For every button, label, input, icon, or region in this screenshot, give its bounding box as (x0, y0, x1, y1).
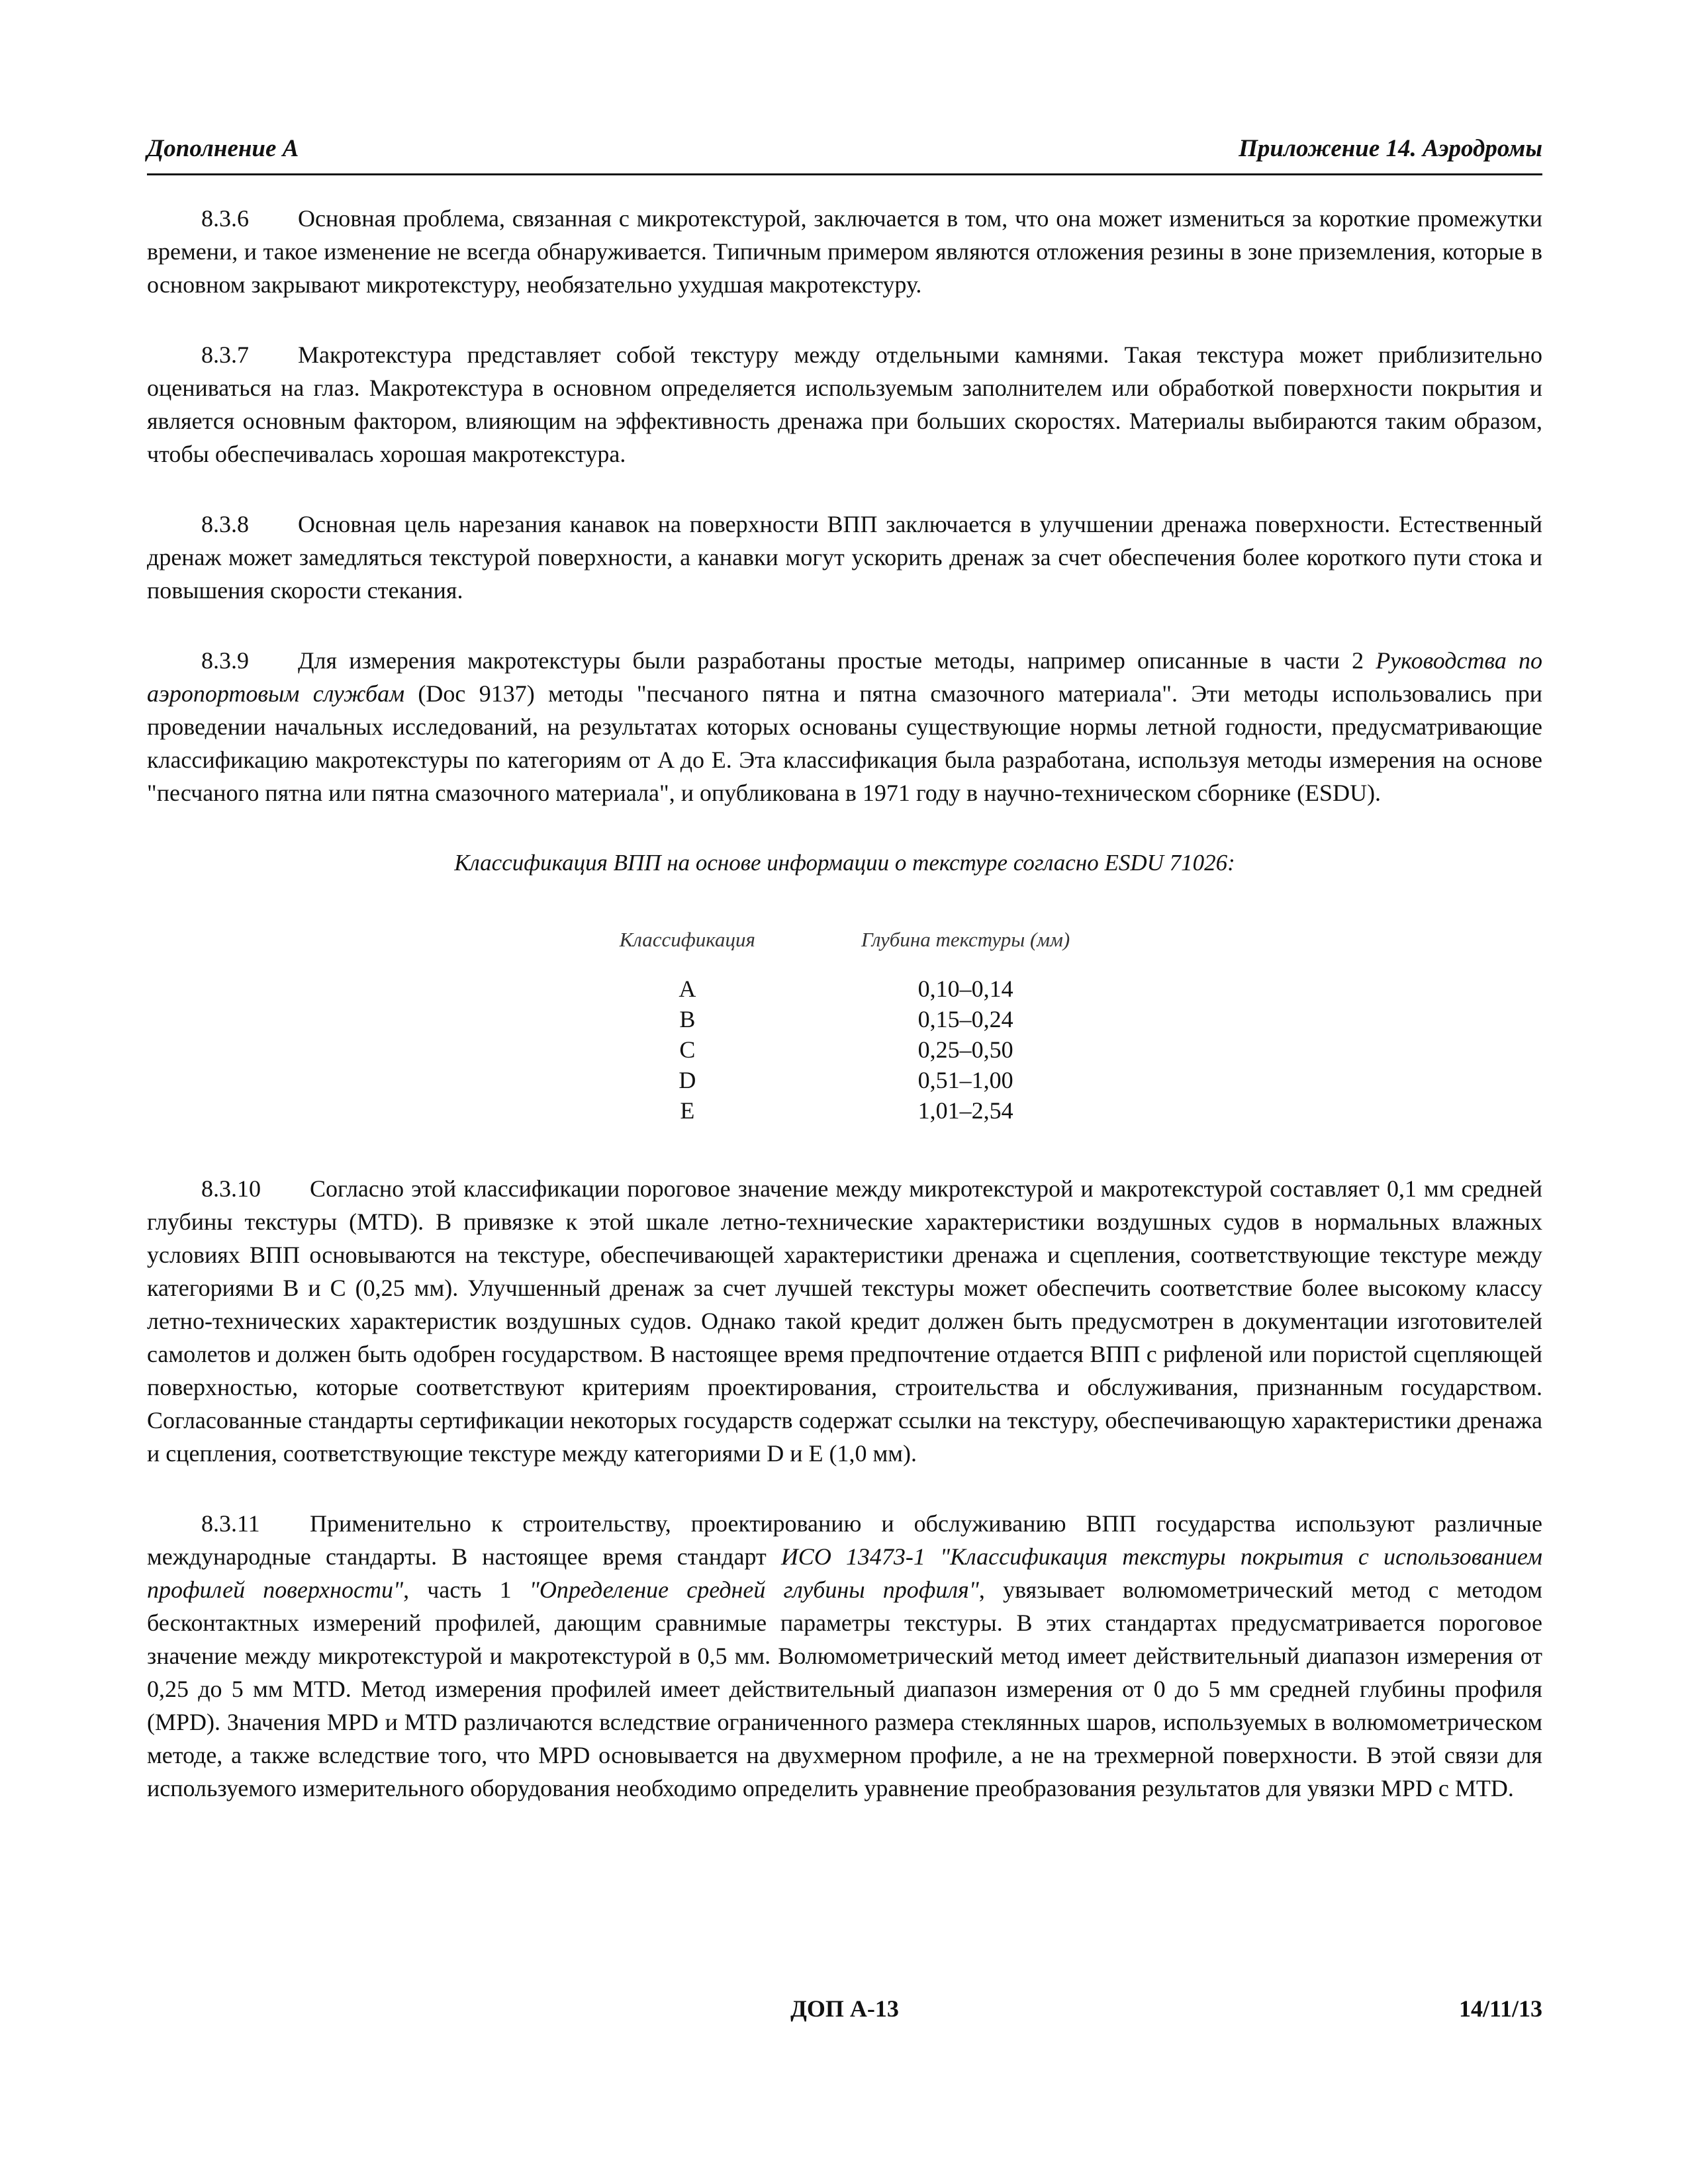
doc-reference-italic: Руководства по аэропортовым службам (147, 647, 1542, 707)
part-title-italic: "Определение средней глубины профиля" (529, 1576, 979, 1603)
table-row (567, 1004, 1123, 1034)
paragraph-number: 8.3.10 (201, 1175, 261, 1202)
column-header-texture-depth: Глубина текстуры (мм) (861, 928, 1070, 951)
paragraph-text-part: Применительно к строительству, проектированию и обслуживанию ВПП государства используют различные международные стандарты. В настоящее время стандарт (147, 1510, 1542, 1570)
paragraph-number: 8.3.7 (201, 341, 249, 368)
paragraph-number: 8.3.11 (201, 1510, 260, 1537)
table-header-row (567, 926, 1123, 974)
paragraph-number: 8.3.9 (201, 647, 249, 674)
iso-standard-title-italic: ИСО 13473-1 "Классификация текстуры покрытия с использованием профилей поверхности" (147, 1543, 1542, 1603)
page-footer (147, 1992, 1542, 2025)
table-row (567, 1065, 1123, 1095)
page-number: ДОП A-13 (790, 1995, 899, 2022)
paragraph-8-3-11 (147, 1507, 1542, 1805)
paragraph-number: 8.3.8 (201, 511, 249, 537)
table-row (567, 974, 1123, 1004)
table-cell-class: E (680, 1097, 695, 1124)
table-row (567, 1034, 1123, 1065)
paragraph-text-part: , увязывает волюмометрический метод с методом бесконтактных измерений профилей, дающим сравнимые параметры текстуры. В этих стандартах предусматривается пороговое значение между микротекстурой и макротекстурой в 0,5 мм. Волюмометрический метод имеет действительный диапазон измерения от 0,25 до 5 мм MTD. Метод измерения профилей имеет действительный диапазон измерения от 0 до 5 мм средней глубины профиля (MPD). Значения MPD и MTD различаются вследствие ограниченного размера стеклянных шаров, используемых в волюмометрическом методе, а также вследствие того, что MPD основывается на двухмерном профиле, а не на трехмерной поверхности. В этой связи для используемого измерительного оборудования необходимо определить уравнение преобразования результатов для увязки MPD с MTD. (147, 1576, 1542, 1801)
table-cell-class: C (679, 1036, 696, 1063)
table-cell-class: B (679, 1006, 696, 1032)
classification-table (567, 926, 1123, 1126)
header-supplement-title: Дополнение A (147, 135, 299, 162)
table-cell-depth: 0,15–0,24 (917, 1006, 1013, 1032)
paragraph-text-part: Для измерения макротекстуры были разработаны простые методы, например описанные в части 2 (298, 647, 1376, 674)
column-header-classification: Классификация (619, 928, 755, 951)
footer-date: 14/11/13 (1458, 1995, 1542, 2022)
paragraph-8-3-6 (147, 202, 1542, 301)
table-cell-depth: 0,10–0,14 (917, 976, 1013, 1002)
page-content (147, 202, 1542, 1842)
paragraph-number: 8.3.6 (201, 205, 249, 232)
paragraph-text-part: (Doc 9137) методы "песчаного пятна и пятна смазочного материала". Эти методы использовались при проведении начальных исследований, на результатах которых основаны существующие нормы летной годности, предусматривающие классификацию макротекстуры по категориям от A до E. Эта классификация была разработана, используя методы измерения на основе "песчаного пятна или пятна смазочного материала", и опубликована в 1971 году в научно-техническом сборнике (ESDU). (147, 680, 1542, 806)
table-caption: Классификация ВПП на основе информации о текстуре согласно ESDU 71026: (454, 850, 1235, 876)
table-cell-depth: 1,01–2,54 (917, 1097, 1013, 1124)
paragraph-text: Основная цель нарезания канавок на поверхности ВПП заключается в улучшении дренажа поверхности. Естественный дренаж может замедляться текстурой поверхности, а канавки могут ускорить дренаж за счет обеспечения более короткого пути стока и повышения скорости стекания. (147, 511, 1542, 604)
table-cell-class: D (679, 1067, 696, 1093)
page-header (147, 132, 1542, 175)
table-cell-depth: 0,51–1,00 (917, 1067, 1013, 1093)
header-annex-title: Приложение 14. Аэродромы (1239, 135, 1542, 162)
table-cell-class: A (679, 976, 696, 1002)
paragraph-8-3-10 (147, 1172, 1542, 1470)
paragraph-text-part: , часть 1 (403, 1576, 530, 1603)
paragraph-text: Согласно этой классификации пороговое значение между микротекстурой и макротекстурой составляет 0,1 мм средней глубины текстуры (MTD). В привязке к этой шкале летно-технические характеристики воздушных судов в нормальных влажных условиях ВПП основываются на текстуре, обеспечивающей характеристики дренажа и сцепления, соответствующие текстуре между категориями B и C (0,25 мм). Улучшенный дренаж за счет лучшей текстуры может обеспечить соответствие более высокому классу летно-технических характеристик воздушных судов. Однако такой кредит должен быть предусмотрен в документации изготовителей самолетов и должен быть одобрен государством. В настоящее время предпочтение отдается ВПП с рифленой или пористой сцепляющей поверхностью, которые соответствуют критериям проектирования, строительства и обслуживания, признанным государством. Согласованные стандарты сертификации некоторых государств содержат ссылки на текстуру, обеспечивающую характеристики дренажа и сцепления, соответствующие текстуре между категориями D и E (1,0 мм). (147, 1175, 1542, 1467)
paragraph-text: Основная проблема, связанная с микротекстурой, заключается в том, что она может измениться за короткие промежутки времени, и такое изменение не всегда обнаруживается. Типичным примером являются отложения резины в зоне приземления, которые в основном закрывают микротекстуру, необязательно ухудшая макротекстуру. (147, 205, 1542, 298)
paragraph-8-3-8 (147, 508, 1542, 607)
table-cell-depth: 0,25–0,50 (917, 1036, 1013, 1063)
table-row (567, 1095, 1123, 1126)
paragraph-8-3-9 (147, 644, 1542, 809)
classification-table-wrapper (147, 926, 1542, 1126)
paragraph-text: Макротекстура представляет собой текстуру между отдельными камнями. Такая текстура может приблизительно оцениваться на глаз. Макротекстура в основном определяется используемым заполнителем или обработкой поверхности покрытия и является основным фактором, влияющим на эффективность дренажа при больших скоростях. Материалы выбираются таким образом, чтобы обеспечивалась хорошая макротекстура. (147, 341, 1542, 467)
paragraph-8-3-7 (147, 338, 1542, 471)
